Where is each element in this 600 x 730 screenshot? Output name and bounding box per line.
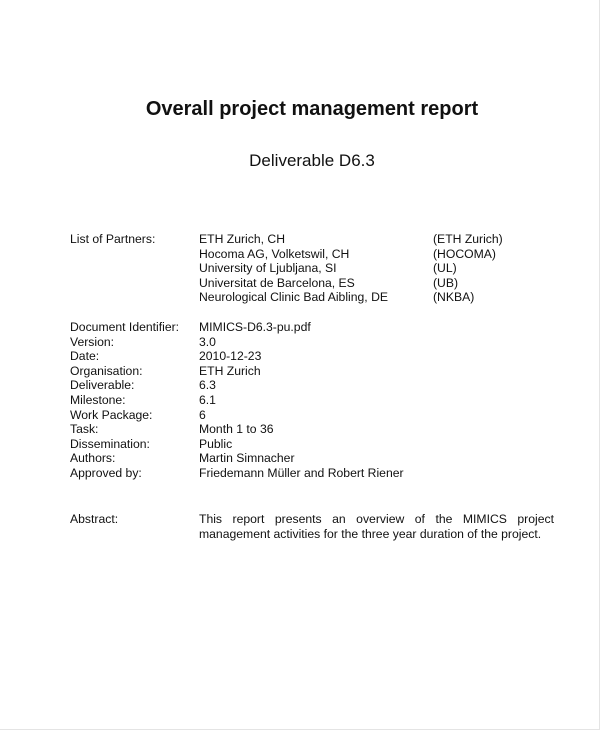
meta-label-task: Task: [70,422,99,437]
meta-value-deliverable: 6.3 [199,378,216,393]
meta-label-work-package: Work Package: [70,407,153,422]
meta-value-version: 3.0 [199,334,216,349]
meta-value-date: 2010-12-23 [199,349,262,364]
meta-label-date: Date: [70,349,100,364]
meta-label-deliverable: Deliverable: [70,378,135,393]
partner-abbr: (UL) [433,261,457,276]
partner-abbr: (ETH Zurich) [433,232,503,246]
meta-label-organisation: Organisation: [70,363,143,378]
partner-abbr: (NKBA) [433,290,475,305]
partners-abbr-list [433,232,503,305]
partners-name-list [199,232,388,305]
meta-label-version: Version: [70,334,115,349]
meta-value-milestone: 6.1 [199,392,216,407]
document-subtitle: Deliverable D6.3 [249,151,375,170]
partner-abbr: (UB) [433,275,459,290]
meta-value-approved-by: Friedemann Müller and Robert Riener [199,465,404,480]
metadata-label-list [70,320,179,481]
abstract-label: Abstract: [70,512,119,526]
document-title: Overall project management report [145,98,479,120]
meta-value-task: Month 1 to 36 [199,422,274,437]
partner-name: Hocoma AG, Volketswil, CH [199,246,350,261]
partner-abbr: (HOCOMA) [433,246,496,261]
metadata-value-list [199,320,404,481]
meta-label-authors: Authors: [70,451,116,466]
meta-value-dissemination: Public [199,436,233,451]
partner-name: Universitat de Barcelona, ES [199,275,355,290]
meta-label-document-identifier: Document Identifier: [70,320,180,334]
meta-label-approved-by: Approved by: [70,465,142,480]
meta-value-authors: Martin Simnacher [199,451,295,466]
partner-name: ETH Zurich, CH [199,232,285,246]
meta-label-dissemination: Dissemination: [70,436,150,451]
meta-value-organisation: ETH Zurich [199,363,261,378]
meta-label-milestone: Milestone: [70,392,126,407]
abstract-text: This report presents an overview of the MIMICS project management activities for the three year duration of the project. [199,512,554,541]
partner-name: University of Ljubljana, SI [199,261,337,276]
meta-value-document-identifier: MIMICS-D6.3-pu.pdf [199,320,311,334]
partners-label: List of Partners: [70,232,156,246]
meta-value-work-package: 6 [199,407,206,422]
partner-name: Neurological Clinic Bad Aibling, DE [199,290,389,305]
